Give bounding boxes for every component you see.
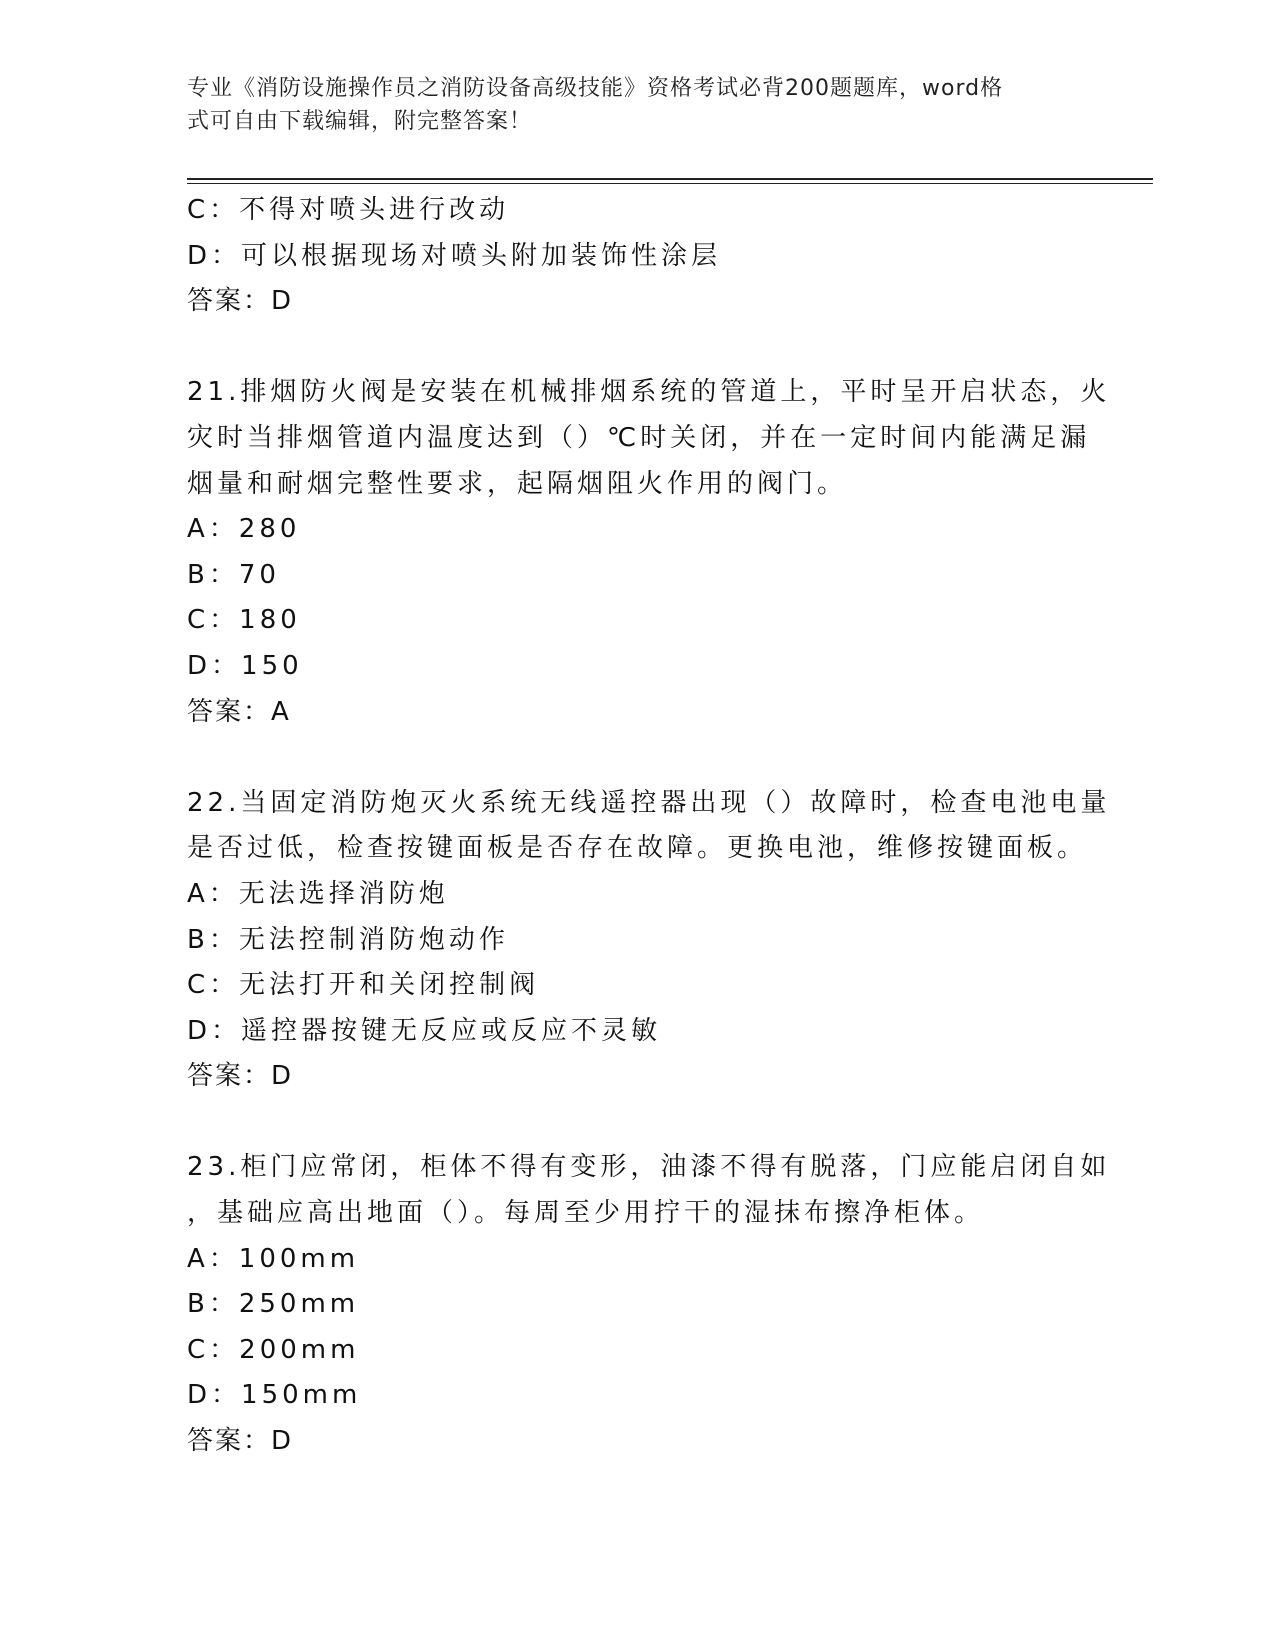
document-header (187, 72, 1067, 138)
option-b: B：70 (187, 559, 280, 590)
question-text-line: 是否过低，检查按键面板是否存在故障。更换电池，维修按键面板。 (187, 833, 1088, 864)
question-text-line: 23.柜门应常闭，柜体不得有变形，油漆不得有脱落，门应能启闭自如 (187, 1152, 1111, 1183)
question-list (187, 188, 1111, 1465)
option-a: A：无法选择消防炮 (187, 878, 449, 909)
option-d: D：150 (187, 650, 303, 681)
question-text-line: 22.当固定消防炮灭火系统无线遥控器出现（）故障时，检查电池电量 (187, 787, 1111, 818)
spacer (187, 1100, 1087, 1146)
question-text-line: ，基础应高出地面（）。每周至少用拧干的湿抹布擦净柜体。 (187, 1198, 985, 1229)
answer: 答案：A (187, 696, 291, 727)
option-d: D：150mm (187, 1380, 362, 1411)
header-rule-thick (187, 178, 1153, 180)
question-text-line: 灾时当排烟管道内温度达到（）℃时关闭，并在一定时间内能满足漏 (187, 422, 1091, 453)
option-c: C：无法打开和关闭控制阀 (187, 970, 540, 1001)
question-21 (187, 370, 1111, 735)
option-b: B：无法控制消防炮动作 (187, 924, 509, 955)
header-rule-thin (187, 183, 1153, 184)
previous-question-tail (187, 188, 1087, 325)
header-line-1: 专业《消防设施操作员之消防设备高级技能》资格考试必背200题题库，word格 (187, 76, 1004, 101)
option-b: B：250mm (187, 1289, 360, 1320)
option-c: C：不得对喷头进行改动 (187, 195, 510, 225)
option-c: C：200mm (187, 1334, 360, 1365)
header-line-2: 式可自由下载编辑，附完整答案！ (187, 109, 533, 134)
option-d: D：可以根据现场对喷头附加装饰性涂层 (187, 240, 722, 271)
question-22 (187, 781, 1111, 1100)
answer: 答案：D (187, 1426, 294, 1457)
spacer (187, 735, 1087, 781)
spacer (187, 325, 1087, 371)
answer: 答案：D (187, 286, 294, 317)
question-23 (187, 1145, 1111, 1464)
option-a: A：280 (187, 514, 301, 545)
question-text-line: 21.排烟防火阀是安装在机械排烟系统的管道上，平时呈开启状态，火 (187, 377, 1111, 408)
question-text-line: 烟量和耐烟完整性要求，起隔烟阻火作用的阀门。 (187, 468, 848, 499)
option-a: A：100mm (187, 1243, 360, 1274)
option-d: D：遥控器按键无反应或反应不灵敏 (187, 1015, 662, 1046)
option-c: C：180 (187, 605, 301, 636)
answer: 答案：D (187, 1061, 294, 1092)
